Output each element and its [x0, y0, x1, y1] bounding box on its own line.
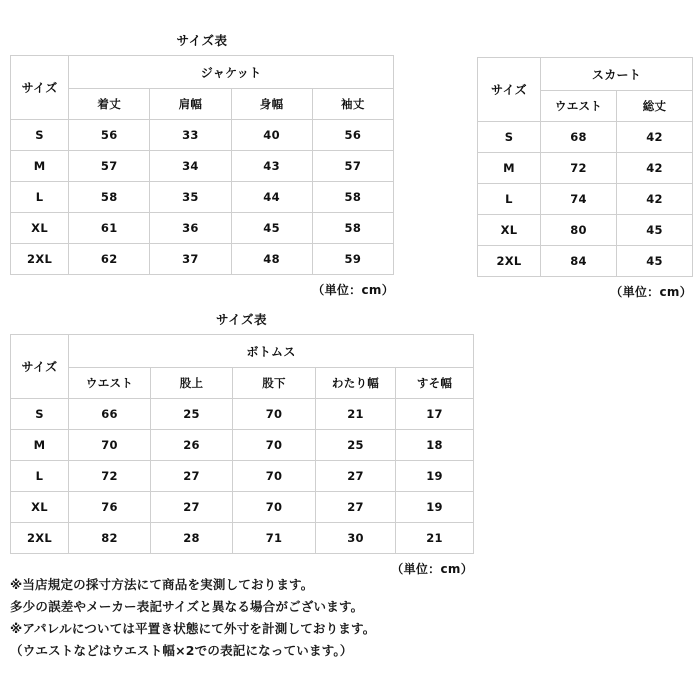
bottoms-cell-3-1: 27	[151, 492, 233, 523]
bottoms-size-header: サイズ	[11, 335, 69, 399]
table-row	[478, 122, 693, 153]
jacket-size-table	[10, 55, 394, 275]
jacket-cell-1-3: 57	[312, 151, 393, 182]
jacket-cell-1-1: 34	[150, 151, 231, 182]
skirt-size-header: サイズ	[478, 58, 541, 122]
skirt-cell-0-1: 42	[617, 122, 693, 153]
bottoms-cell-3-4: 19	[396, 492, 474, 523]
bottoms-col-header-2: 股下	[233, 368, 316, 399]
bottoms-row-4-size: 2XL	[11, 523, 69, 554]
bottoms-cell-4-1: 28	[151, 523, 233, 554]
bottoms-cell-1-1: 26	[151, 430, 233, 461]
skirt-row-3-size: XL	[478, 215, 541, 246]
bottoms-col-header-3: わたり幅	[316, 368, 396, 399]
jacket-cell-2-0: 58	[69, 182, 150, 213]
jacket-col-header-3: 袖丈	[312, 89, 393, 120]
jacket-row-4-size: 2XL	[11, 244, 69, 275]
bottoms-table-title: サイズ表	[215, 312, 267, 327]
table-row	[11, 461, 474, 492]
note-line-2: ※アパレルについては平置き状態にて外寸を計測しております。	[10, 621, 376, 636]
bottoms-cell-2-3: 27	[316, 461, 396, 492]
table-row	[11, 120, 394, 151]
skirt-row-4-size: 2XL	[478, 246, 541, 277]
jacket-cell-1-0: 57	[69, 151, 150, 182]
jacket-row-3-size: XL	[11, 213, 69, 244]
skirt-col-header-0: ウエスト	[541, 91, 617, 122]
bottoms-col-header-1: 股上	[151, 368, 233, 399]
jacket-cell-0-2: 40	[231, 120, 312, 151]
bottoms-unit-label: （単位：cm）	[391, 562, 473, 576]
skirt-size-table	[477, 57, 693, 277]
skirt-cell-3-1: 45	[617, 215, 693, 246]
table-row	[11, 182, 394, 213]
skirt-cell-1-1: 42	[617, 153, 693, 184]
bottoms-cell-3-3: 27	[316, 492, 396, 523]
jacket-table-title: サイズ表	[176, 33, 228, 48]
bottoms-row-3-size: XL	[11, 492, 69, 523]
bottoms-col-header-0: ウエスト	[69, 368, 151, 399]
bottoms-cell-4-3: 30	[316, 523, 396, 554]
jacket-cell-4-0: 62	[69, 244, 150, 275]
jacket-col-header-0: 着丈	[69, 89, 150, 120]
skirt-cell-1-0: 72	[541, 153, 617, 184]
jacket-cell-1-2: 43	[231, 151, 312, 182]
jacket-col-header-1: 肩幅	[150, 89, 231, 120]
jacket-cell-0-1: 33	[150, 120, 231, 151]
jacket-cell-2-2: 44	[231, 182, 312, 213]
jacket-row-0-size: S	[11, 120, 69, 151]
bottoms-cell-3-0: 76	[69, 492, 151, 523]
jacket-row-1-size: M	[11, 151, 69, 182]
skirt-cell-4-1: 45	[617, 246, 693, 277]
bottoms-cell-4-4: 21	[396, 523, 474, 554]
jacket-cell-2-3: 58	[312, 182, 393, 213]
measurement-notes	[10, 574, 610, 662]
jacket-col-header-2: 身幅	[231, 89, 312, 120]
table-row	[11, 430, 474, 461]
table-row	[11, 399, 474, 430]
skirt-cell-2-1: 42	[617, 184, 693, 215]
skirt-size-table-block	[477, 57, 692, 300]
table-row	[478, 215, 693, 246]
table-row	[11, 523, 474, 554]
bottoms-cell-3-2: 70	[233, 492, 316, 523]
note-line-0: ※当店規定の採寸方法にて商品を実測しております。	[10, 577, 314, 592]
bottoms-cell-0-3: 21	[316, 399, 396, 430]
jacket-unit-label: （単位：cm）	[312, 283, 394, 297]
table-row	[478, 246, 693, 277]
jacket-cell-4-1: 37	[150, 244, 231, 275]
skirt-cell-4-0: 84	[541, 246, 617, 277]
skirt-cell-0-0: 68	[541, 122, 617, 153]
jacket-cell-4-2: 48	[231, 244, 312, 275]
bottoms-cell-1-4: 18	[396, 430, 474, 461]
table-header-row	[11, 335, 474, 368]
skirt-cell-2-0: 74	[541, 184, 617, 215]
bottoms-cell-0-2: 70	[233, 399, 316, 430]
table-row	[11, 151, 394, 182]
bottoms-cell-2-1: 27	[151, 461, 233, 492]
jacket-row-2-size: L	[11, 182, 69, 213]
table-row	[478, 153, 693, 184]
table-row	[11, 492, 474, 523]
bottoms-row-2-size: L	[11, 461, 69, 492]
note-line-1: 多少の誤差やメーカー表記サイズと異なる場合がございます。	[10, 599, 364, 614]
bottoms-cell-1-2: 70	[233, 430, 316, 461]
jacket-cell-3-1: 36	[150, 213, 231, 244]
bottoms-group-header: ボトムス	[69, 335, 474, 368]
jacket-cell-3-2: 45	[231, 213, 312, 244]
bottoms-row-0-size: S	[11, 399, 69, 430]
table-subheader-row	[11, 89, 394, 120]
bottoms-cell-2-0: 72	[69, 461, 151, 492]
jacket-cell-4-3: 59	[312, 244, 393, 275]
note-line-3: （ウエストなどはウエスト幅×2での表記になっています。）	[10, 643, 353, 658]
jacket-cell-3-3: 58	[312, 213, 393, 244]
bottoms-cell-4-0: 82	[69, 523, 151, 554]
bottoms-cell-1-3: 25	[316, 430, 396, 461]
bottoms-col-header-4: すそ幅	[396, 368, 474, 399]
bottoms-cell-0-4: 17	[396, 399, 474, 430]
jacket-size-header: サイズ	[11, 56, 69, 120]
skirt-row-0-size: S	[478, 122, 541, 153]
skirt-row-1-size: M	[478, 153, 541, 184]
jacket-cell-2-1: 35	[150, 182, 231, 213]
bottoms-size-table	[10, 334, 474, 554]
table-header-row	[11, 56, 394, 89]
table-subheader-row	[11, 368, 474, 399]
skirt-unit-label: （単位：cm）	[610, 285, 692, 299]
bottoms-cell-4-2: 71	[233, 523, 316, 554]
table-row	[11, 213, 394, 244]
skirt-cell-3-0: 80	[541, 215, 617, 246]
table-header-row	[478, 58, 693, 91]
skirt-row-2-size: L	[478, 184, 541, 215]
table-row	[478, 184, 693, 215]
jacket-cell-0-3: 56	[312, 120, 393, 151]
bottoms-row-1-size: M	[11, 430, 69, 461]
skirt-col-header-1: 総丈	[617, 91, 693, 122]
bottoms-cell-0-0: 66	[69, 399, 151, 430]
bottoms-cell-1-0: 70	[69, 430, 151, 461]
jacket-cell-3-0: 61	[69, 213, 150, 244]
jacket-group-header: ジャケット	[69, 56, 394, 89]
jacket-cell-0-0: 56	[69, 120, 150, 151]
bottoms-cell-2-4: 19	[396, 461, 474, 492]
bottoms-cell-0-1: 25	[151, 399, 233, 430]
table-row	[11, 244, 394, 275]
jacket-size-table-block	[10, 33, 394, 298]
skirt-group-header: スカート	[541, 58, 693, 91]
bottoms-cell-2-2: 70	[233, 461, 316, 492]
bottoms-size-table-block	[10, 312, 473, 577]
